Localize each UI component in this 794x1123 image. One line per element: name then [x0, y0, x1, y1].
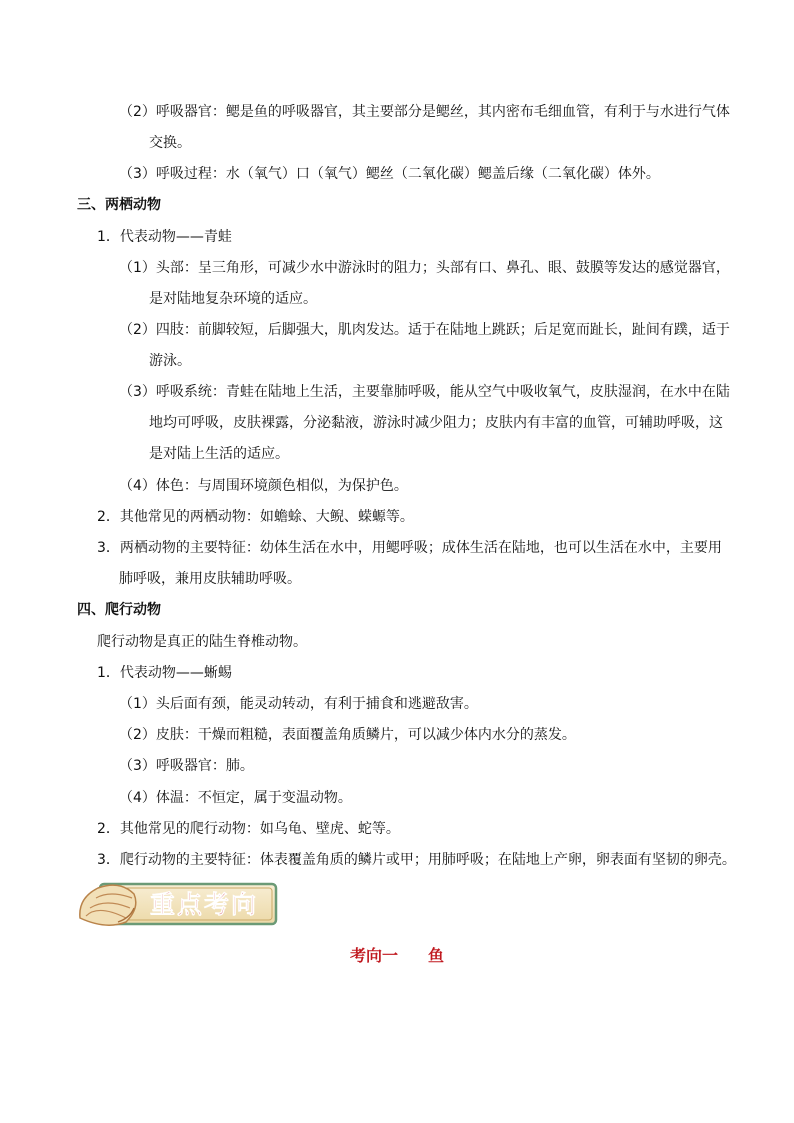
text-line: （2）呼吸器官：鳃是鱼的呼吸器官，其主要部分是鳃丝，其内密布毛细血管，有利于与水进行气体 [119, 104, 730, 120]
text-line: （3）呼吸器官：肺。 [119, 758, 254, 774]
text-line: 爬行动物是真正的陆生脊椎动物。 [97, 634, 307, 650]
text-line: （2）皮肤：干燥而粗糙，表面覆盖角质鳞片，可以减少体内水分的蒸发。 [119, 727, 576, 743]
topic-heading [0, 944, 794, 968]
key-points-banner [76, 878, 280, 930]
text-line: 1．代表动物——蜥蜴 [97, 665, 232, 681]
text-line: （1）头部：呈三角形，可减少水中游泳时的阻力；头部有口、鼻孔、眼、鼓膜等发达的感觉器官， [119, 260, 730, 276]
banner-title: 重点考向 [149, 890, 259, 919]
text-line: （4）体色：与周围环境颜色相似，为保护色。 [119, 478, 408, 494]
text-line: （2）四肢：前脚较短，后脚强大，肌肉发达。适于在陆地上跳跃；后足宽而趾长，趾间有蹼，适于 [119, 322, 730, 338]
text-line: 肺呼吸，兼用皮肤辅助呼吸。 [119, 571, 301, 587]
text-line: （3）呼吸过程：水（氧气）口（氧气）鳃丝（二氧化碳）鳃盖后缘（二氧化碳）体外。 [119, 166, 660, 182]
text-line: 3．爬行动物的主要特征：体表覆盖角质的鳞片或甲；用肺呼吸；在陆地上产卵，卵表面有坚韧的卵壳。 [97, 852, 736, 868]
text-line: 是对陆地复杂环境的适应。 [149, 291, 317, 307]
text-line: 1．代表动物——青蛙 [97, 229, 232, 245]
text-line: 2．其他常见的两栖动物：如蟾蜍、大鲵、蝾螈等。 [97, 509, 414, 525]
section-heading: 三、两栖动物 [77, 197, 161, 213]
text-line: 游泳。 [149, 353, 191, 369]
text-line: 地均可呼吸，皮肤裸露，分泌黏液，游泳时减少阻力；皮肤内有丰富的血管，可辅助呼吸，这 [149, 415, 723, 431]
text-line: （3）呼吸系统：青蛙在陆地上生活，主要靠肺呼吸，能从空气中吸收氧气，皮肤湿润，在水中在陆 [119, 384, 730, 400]
text-line: （4）体温：不恒定，属于变温动物。 [119, 790, 352, 806]
text-line: 2．其他常见的爬行动物：如乌龟、壁虎、蛇等。 [97, 821, 400, 837]
section-heading: 四、爬行动物 [77, 602, 161, 618]
text-line: 交换。 [149, 135, 191, 151]
text-line: 3．两栖动物的主要特征：幼体生活在水中，用鳃呼吸；成体生活在陆地，也可以生活在水中，主要用 [97, 540, 722, 556]
shell-icon [80, 885, 136, 925]
text-line: 是对陆上生活的适应。 [149, 446, 289, 462]
text-line: （1）头后面有颈，能灵动转动，有利于捕食和逃避敌害。 [119, 696, 478, 712]
topic-prefix: 考向一 [349, 946, 398, 965]
topic-title: 鱼 [428, 946, 445, 965]
